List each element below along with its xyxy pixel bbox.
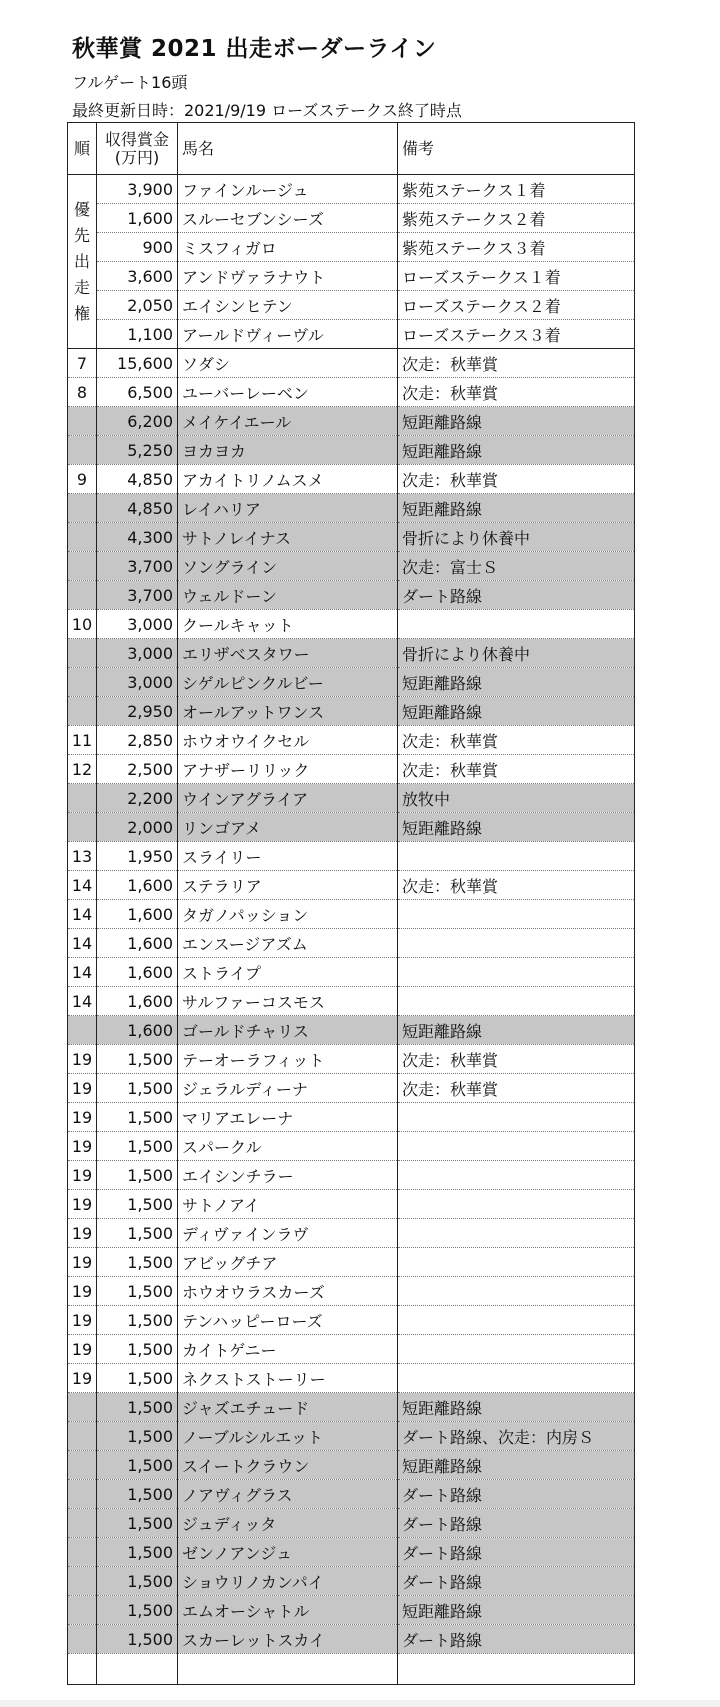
- rank-cell: 19: [68, 1045, 97, 1074]
- rank-cell: 8: [68, 378, 97, 407]
- rank-cell: [68, 697, 97, 726]
- horse-name-cell: リンゴアメ: [178, 813, 398, 842]
- rank-cell: 11: [68, 726, 97, 755]
- rank-cell: [68, 1480, 97, 1509]
- note-cell: ダート路線: [398, 1625, 635, 1654]
- rank-cell: 9: [68, 465, 97, 494]
- note-cell: 短距離路線: [398, 1016, 635, 1045]
- note-cell: 次走：秋華賞: [398, 349, 635, 378]
- horse-name-cell: エンスージアズム: [178, 929, 398, 958]
- horse-name-cell: ショウリノカンパイ: [178, 1567, 398, 1596]
- money-cell: 3,700: [97, 581, 178, 610]
- table-row: [68, 958, 635, 987]
- table-row: [68, 1016, 635, 1045]
- table-row: [68, 1277, 635, 1306]
- horse-name-cell: アナザーリリック: [178, 755, 398, 784]
- note-cell: [398, 987, 635, 1016]
- note-cell: [398, 900, 635, 929]
- note-cell: [398, 1103, 635, 1132]
- note-cell: [398, 929, 635, 958]
- horse-name-cell: アビッグチア: [178, 1248, 398, 1277]
- priority-label-char: 出: [73, 251, 90, 271]
- note-cell: ダート路線: [398, 1567, 635, 1596]
- money-cell: 1,600: [97, 958, 178, 987]
- table-header-row: [68, 123, 635, 175]
- table-row: [68, 1596, 635, 1625]
- table-row: [68, 1248, 635, 1277]
- horse-name-cell: エムオーシャトル: [178, 1596, 398, 1625]
- money-cell: 6,200: [97, 407, 178, 436]
- money-cell: 2,850: [97, 726, 178, 755]
- rank-cell: 13: [68, 842, 97, 871]
- horse-name-cell: タガノパッション: [178, 900, 398, 929]
- table-row: [68, 1567, 635, 1596]
- money-cell: 1,500: [97, 1248, 178, 1277]
- money-cell: 900: [97, 233, 178, 262]
- rank-cell: [68, 1016, 97, 1045]
- money-cell: 1,500: [97, 1190, 178, 1219]
- note-cell: 次走：秋華賞: [398, 755, 635, 784]
- table-row: [68, 813, 635, 842]
- money-cell: 3,900: [97, 175, 178, 204]
- money-cell: 2,000: [97, 813, 178, 842]
- money-cell: 1,600: [97, 987, 178, 1016]
- money-cell: 3,700: [97, 552, 178, 581]
- table-row: [68, 581, 635, 610]
- money-cell: 2,950: [97, 697, 178, 726]
- money-cell: 1,500: [97, 1393, 178, 1422]
- note-cell: ローズステークス１着: [398, 262, 635, 291]
- table-row: [68, 1480, 635, 1509]
- horse-name-cell: ステラリア: [178, 871, 398, 900]
- note-cell: 短距離路線: [398, 1596, 635, 1625]
- note-cell: 次走：秋華賞: [398, 1045, 635, 1074]
- horse-name-cell: オールアットワンス: [178, 697, 398, 726]
- priority-row: [68, 291, 635, 320]
- table-row: [68, 871, 635, 900]
- table-row: [68, 1335, 635, 1364]
- note-cell: 骨折により休養中: [398, 639, 635, 668]
- horse-name-cell: レイハリア: [178, 494, 398, 523]
- table-row: [68, 1190, 635, 1219]
- empty-cell: [398, 1654, 635, 1685]
- note-cell: [398, 1190, 635, 1219]
- priority-label: [68, 175, 97, 349]
- money-cell: 1,600: [97, 929, 178, 958]
- table-body: [68, 175, 635, 1685]
- table-row: [68, 1103, 635, 1132]
- money-cell: 1,500: [97, 1335, 178, 1364]
- note-cell: [398, 1335, 635, 1364]
- horse-name-cell: ホウオウラスカーズ: [178, 1277, 398, 1306]
- money-cell: 3,000: [97, 668, 178, 697]
- note-cell: [398, 1277, 635, 1306]
- rank-cell: 19: [68, 1364, 97, 1393]
- horse-name-cell: ノーブルシルエット: [178, 1422, 398, 1451]
- table-row: [68, 668, 635, 697]
- header-note: 備考: [398, 123, 635, 175]
- rank-cell: 12: [68, 755, 97, 784]
- note-cell: 短距離路線: [398, 494, 635, 523]
- table-row: [68, 523, 635, 552]
- horse-name-cell: アンドヴァラナウト: [178, 262, 398, 291]
- money-cell: 1,600: [97, 1016, 178, 1045]
- horse-name-cell: カイトゲニー: [178, 1335, 398, 1364]
- money-cell: 3,000: [97, 610, 178, 639]
- table-row: [68, 349, 635, 378]
- horse-name-cell: マリアエレーナ: [178, 1103, 398, 1132]
- note-cell: [398, 610, 635, 639]
- money-cell: 4,300: [97, 523, 178, 552]
- horse-name-cell: エイシンチラー: [178, 1161, 398, 1190]
- note-cell: 紫苑ステークス３着: [398, 233, 635, 262]
- money-cell: 1,500: [97, 1045, 178, 1074]
- priority-row: [68, 233, 635, 262]
- rank-cell: 19: [68, 1277, 97, 1306]
- horse-name-cell: ソダシ: [178, 349, 398, 378]
- money-cell: 1,950: [97, 842, 178, 871]
- rank-cell: 19: [68, 1132, 97, 1161]
- horse-name-cell: ノアヴィグラス: [178, 1480, 398, 1509]
- header-money: 収得賞金 (万円): [97, 123, 178, 175]
- header-rank: 順: [68, 123, 97, 175]
- note-cell: [398, 1132, 635, 1161]
- horse-name-cell: ジャズエチュード: [178, 1393, 398, 1422]
- horse-name-cell: エイシンヒテン: [178, 291, 398, 320]
- money-cell: 1,500: [97, 1625, 178, 1654]
- table-row: [68, 1219, 635, 1248]
- note-cell: 次走：富士Ｓ: [398, 552, 635, 581]
- table-row: [68, 1538, 635, 1567]
- note-cell: 次走：秋華賞: [398, 871, 635, 900]
- table-row: [68, 1074, 635, 1103]
- horse-name-cell: ネクストストーリー: [178, 1364, 398, 1393]
- rank-cell: 14: [68, 871, 97, 900]
- rank-cell: [68, 523, 97, 552]
- horse-name-cell: ソングライン: [178, 552, 398, 581]
- rank-cell: [68, 494, 97, 523]
- money-cell: 1,500: [97, 1277, 178, 1306]
- note-cell: 次走：秋華賞: [398, 726, 635, 755]
- priority-row: [68, 204, 635, 233]
- money-cell: 4,850: [97, 465, 178, 494]
- table-row: [68, 1509, 635, 1538]
- money-cell: 1,600: [97, 900, 178, 929]
- table-row: [68, 726, 635, 755]
- table-row: [68, 697, 635, 726]
- horse-name-cell: サトノレイナス: [178, 523, 398, 552]
- money-cell: 1,500: [97, 1422, 178, 1451]
- rank-cell: 19: [68, 1219, 97, 1248]
- priority-label-char: 優: [73, 199, 90, 219]
- horse-name-cell: ウインアグライア: [178, 784, 398, 813]
- table-row: [68, 755, 635, 784]
- rank-cell: [68, 639, 97, 668]
- money-cell: 4,850: [97, 494, 178, 523]
- horse-name-cell: ゼンノアンジュ: [178, 1538, 398, 1567]
- rank-cell: 19: [68, 1074, 97, 1103]
- horse-name-cell: ミスフィガロ: [178, 233, 398, 262]
- empty-cell: [97, 1654, 178, 1685]
- note-cell: ダート路線、次走：内房Ｓ: [398, 1422, 635, 1451]
- priority-row: [68, 262, 635, 291]
- note-cell: 紫苑ステークス１着: [398, 175, 635, 204]
- horse-name-cell: ジェラルディーナ: [178, 1074, 398, 1103]
- money-cell: 1,500: [97, 1364, 178, 1393]
- rank-cell: 7: [68, 349, 97, 378]
- note-cell: ダート路線: [398, 1538, 635, 1567]
- money-cell: 1,600: [97, 871, 178, 900]
- horse-name-cell: スライリー: [178, 842, 398, 871]
- horse-name-cell: スカーレットスカイ: [178, 1625, 398, 1654]
- horse-name-cell: ゴールドチャリス: [178, 1016, 398, 1045]
- note-cell: [398, 1161, 635, 1190]
- horse-name-cell: スパークル: [178, 1132, 398, 1161]
- note-cell: [398, 1219, 635, 1248]
- money-cell: 3,600: [97, 262, 178, 291]
- horse-name-cell: サトノアイ: [178, 1190, 398, 1219]
- rank-cell: 14: [68, 900, 97, 929]
- rank-cell: [68, 668, 97, 697]
- horse-name-cell: ストライプ: [178, 958, 398, 987]
- table-row: [68, 1422, 635, 1451]
- rank-cell: 19: [68, 1335, 97, 1364]
- note-cell: 放牧中: [398, 784, 635, 813]
- table-row: [68, 552, 635, 581]
- money-cell: 1,500: [97, 1538, 178, 1567]
- note-cell: 短距離路線: [398, 436, 635, 465]
- priority-row: [68, 175, 635, 204]
- rank-cell: [68, 1422, 97, 1451]
- table-row: [68, 929, 635, 958]
- horse-name-cell: アールドヴィーヴル: [178, 320, 398, 349]
- rank-cell: [68, 1567, 97, 1596]
- note-cell: ローズステークス２着: [398, 291, 635, 320]
- money-cell: 2,050: [97, 291, 178, 320]
- money-cell: 1,500: [97, 1219, 178, 1248]
- rank-cell: [68, 1393, 97, 1422]
- note-cell: 骨折により休養中: [398, 523, 635, 552]
- horse-name-cell: ユーバーレーベン: [178, 378, 398, 407]
- page-title: 秋華賞 2021 出走ボーダーライン: [72, 36, 437, 62]
- horse-name-cell: シゲルピンクルビー: [178, 668, 398, 697]
- rank-cell: [68, 552, 97, 581]
- rank-cell: [68, 1625, 97, 1654]
- money-cell: 1,500: [97, 1509, 178, 1538]
- note-cell: 短距離路線: [398, 1393, 635, 1422]
- rank-cell: 14: [68, 958, 97, 987]
- table-row: [68, 784, 635, 813]
- empty-row: [68, 1654, 635, 1685]
- rank-cell: [68, 1509, 97, 1538]
- rank-cell: 10: [68, 610, 97, 639]
- note-cell: [398, 1364, 635, 1393]
- note-cell: 短距離路線: [398, 407, 635, 436]
- horse-name-cell: テーオーラフィット: [178, 1045, 398, 1074]
- horse-name-cell: スルーセブンシーズ: [178, 204, 398, 233]
- table-row: [68, 610, 635, 639]
- money-cell: 1,500: [97, 1103, 178, 1132]
- money-cell: 2,200: [97, 784, 178, 813]
- horse-name-cell: クールキャット: [178, 610, 398, 639]
- rank-cell: 19: [68, 1190, 97, 1219]
- priority-label-char: 先: [73, 225, 90, 245]
- table-row: [68, 639, 635, 668]
- horse-name-cell: ディヴァインラヴ: [178, 1219, 398, 1248]
- priority-label-char: 走: [73, 277, 90, 297]
- header-horse: 馬名: [178, 123, 398, 175]
- note-cell: 次走：秋華賞: [398, 465, 635, 494]
- money-cell: 1,500: [97, 1596, 178, 1625]
- note-cell: [398, 958, 635, 987]
- horse-name-cell: エリザベスタワー: [178, 639, 398, 668]
- horse-name-cell: ヨカヨカ: [178, 436, 398, 465]
- rank-cell: 19: [68, 1103, 97, 1132]
- rank-cell: 14: [68, 987, 97, 1016]
- money-cell: 3,000: [97, 639, 178, 668]
- rank-cell: [68, 407, 97, 436]
- note-cell: ダート路線: [398, 1480, 635, 1509]
- money-cell: 6,500: [97, 378, 178, 407]
- horse-name-cell: サルファーコスモス: [178, 987, 398, 1016]
- note-cell: 短距離路線: [398, 813, 635, 842]
- note-cell: 短距離路線: [398, 1451, 635, 1480]
- money-cell: 5,250: [97, 436, 178, 465]
- rank-cell: 19: [68, 1161, 97, 1190]
- table-row: [68, 1451, 635, 1480]
- rank-cell: 19: [68, 1248, 97, 1277]
- table-row: [68, 1306, 635, 1335]
- horse-name-cell: ホウオウイクセル: [178, 726, 398, 755]
- table-row: [68, 842, 635, 871]
- table-row: [68, 900, 635, 929]
- rank-cell: 14: [68, 929, 97, 958]
- table-row: [68, 1364, 635, 1393]
- note-cell: ダート路線: [398, 581, 635, 610]
- horse-name-cell: スイートクラウン: [178, 1451, 398, 1480]
- money-cell: 1,500: [97, 1074, 178, 1103]
- money-cell: 1,500: [97, 1306, 178, 1335]
- horse-name-cell: メイケイエール: [178, 407, 398, 436]
- rank-cell: 19: [68, 1306, 97, 1335]
- note-cell: 短距離路線: [398, 697, 635, 726]
- rank-cell: [68, 784, 97, 813]
- note-cell: [398, 1306, 635, 1335]
- table-row: [68, 987, 635, 1016]
- note-cell: [398, 842, 635, 871]
- money-cell: 1,500: [97, 1161, 178, 1190]
- last-updated: 最終更新日時：2021/9/19 ローズステークス終了時点: [72, 101, 462, 120]
- empty-cell: [178, 1654, 398, 1685]
- note-cell: 次走：秋華賞: [398, 1074, 635, 1103]
- money-cell: 1,500: [97, 1567, 178, 1596]
- money-cell: 1,600: [97, 204, 178, 233]
- note-cell: 短距離路線: [398, 668, 635, 697]
- horse-name-cell: ジュディッタ: [178, 1509, 398, 1538]
- horse-name-cell: アカイトリノムスメ: [178, 465, 398, 494]
- table-row: [68, 1132, 635, 1161]
- table-row: [68, 378, 635, 407]
- full-gate-note: フルゲート16頭: [72, 73, 188, 92]
- note-cell: ダート路線: [398, 1509, 635, 1538]
- money-cell: 1,500: [97, 1451, 178, 1480]
- priority-row: [68, 320, 635, 349]
- horse-name-cell: テンハッピーローズ: [178, 1306, 398, 1335]
- money-cell: 1,500: [97, 1480, 178, 1509]
- horse-name-cell: ウェルドーン: [178, 581, 398, 610]
- table-row: [68, 1625, 635, 1654]
- rank-cell: [68, 1596, 97, 1625]
- money-cell: 1,500: [97, 1132, 178, 1161]
- table-row: [68, 1045, 635, 1074]
- note-cell: 次走：秋華賞: [398, 378, 635, 407]
- borderline-table: [67, 122, 635, 1685]
- note-cell: [398, 1248, 635, 1277]
- rank-cell: [68, 1451, 97, 1480]
- note-cell: 紫苑ステークス２着: [398, 204, 635, 233]
- money-cell: 1,100: [97, 320, 178, 349]
- money-cell: 2,500: [97, 755, 178, 784]
- table-row: [68, 407, 635, 436]
- rank-cell: [68, 581, 97, 610]
- page-bottom-strip: [0, 1700, 720, 1707]
- table-row: [68, 465, 635, 494]
- table-row: [68, 494, 635, 523]
- table-row: [68, 436, 635, 465]
- rank-cell: [68, 436, 97, 465]
- priority-label-char: 権: [73, 303, 90, 323]
- money-cell: 15,600: [97, 349, 178, 378]
- rank-cell: [68, 813, 97, 842]
- horse-name-cell: ファインルージュ: [178, 175, 398, 204]
- empty-cell: [68, 1654, 97, 1685]
- note-cell: ローズステークス３着: [398, 320, 635, 349]
- rank-cell: [68, 1538, 97, 1567]
- table-row: [68, 1393, 635, 1422]
- table-row: [68, 1161, 635, 1190]
